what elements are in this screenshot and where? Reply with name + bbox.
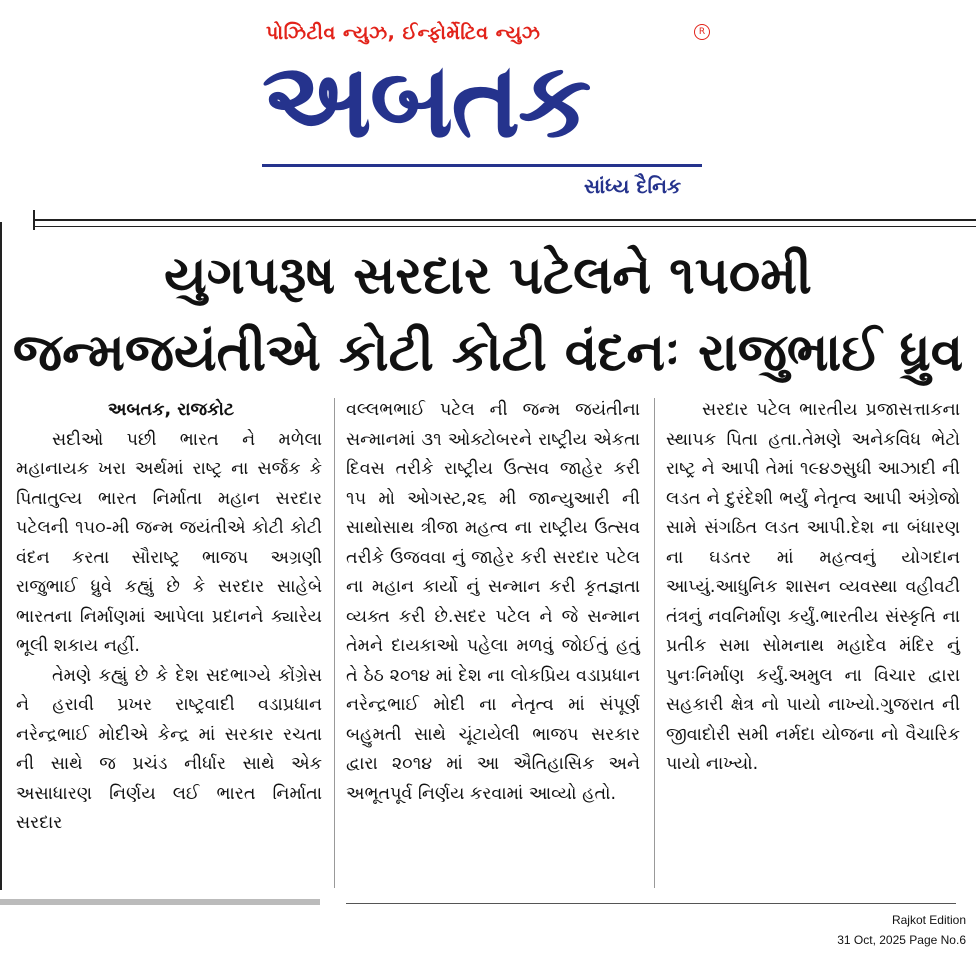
masthead-subtitle: સાંધ્ય દૈનિક: [584, 174, 682, 198]
headline-line-1: યુગપરૂષ સરદાર પટેલને ૧૫૦મી: [164, 246, 812, 306]
date-page-label: 31 Oct, 2025 Page No.6: [837, 933, 966, 947]
logo-underline: [262, 164, 702, 167]
article-column-1: [16, 396, 322, 839]
bottom-rule-left: [0, 899, 320, 905]
column-divider: [654, 398, 655, 888]
paragraph: તેમણે કહ્યું છે કે દેશ સદભાગ્યે કોંગ્રેસ ને હરાવી પ્રખર રાષ્ટ્રવાદી વડાપ્રધાન નરેન્દ્રભાઈ મોદીએ કેન્દ્ર માં સરકાર રચતા ની સાથે જ પ્રચંડ નીર્ધાર સાથે એક અસાધારણ નિર્ણય લઈ ભારત નિર્માતા સરદાર: [16, 665, 322, 833]
registered-trademark-icon: R: [694, 24, 710, 40]
paragraph: સદીઓ પછી ભારત ને મળેલા મહાનાયક ખરા અર્થમાં રાષ્ટ્ર ના સર્જક કે પિતાતુલ્ય ભારત નિર્માતા મહાન સરદાર પટેલની ૧૫૦-મી જન્મ જયંતીએ કોટી કોટી વંદન કરતા સૌરાષ્ટ્ર ભાજપ અગ્રણી રાજુભાઈ ધ્રુવે કહ્યું છે કે સરદાર સાહેબે ભારતના નિર્માણમાં આપેલા પ્રદાનને ક્યારેય ભૂલી શકાય નહીં.: [16, 429, 322, 656]
article-headline: [0, 238, 976, 392]
header-rule-thin: [33, 226, 976, 227]
article-column-2: [346, 396, 640, 809]
headline-line-2: જન્મજયંતીએ કોટી કોટી વંદનઃ રાજુભાઈ ધ્રુવ: [12, 323, 964, 383]
edition-label: Rajkot Edition: [891, 913, 966, 927]
paragraph: વલ્લભભાઈ પટેલ ની જન્મ જયંતીના સન્માનમાં ૩૧ ઓક્ટોબરને રાષ્ટ્રીય એકતા દિવસ તરીકે રાષ્ટ્રીય ઉત્સવ જાહેર કરી ૧૫ મો ઓગસ્ટ,૨૬ મી જાન્યુઆરી ની સાથોસાથ ત્રીજા મહત્વ ના રાષ્ટ્રીય ઉત્સવ તરીકે ઉજવવા નું જાહેર કરી સરદાર પટેલ ના મહાન કાર્યો નું સન્માન કરી કૃતજ્ઞતા વ્યક્ત કરી છે.સદર પટેલ ને જે સન્માન તેમને દાયકાઓ પહેલા મળવું જોઈતું હતું તે ઠેઠ ૨૦૧૪ માં દેશ ના લોકપ્રિય વડાપ્રધાન નરેન્દ્રભાઈ મોદી ના નેતૃત્વ માં સંપૂર્ણ બહુમતી સાથે ચૂંટાયેલી ભાજપ સરકાર દ્વારા ૨૦૧૪ માં આ ઐતિહાસિક અને અભૂતપૂર્વ નિર્ણય કરવામાં આવ્યો હતો.: [346, 400, 640, 804]
page-footer: [837, 910, 966, 950]
column-divider: [334, 398, 335, 888]
masthead: [262, 14, 712, 204]
masthead-tagline: પોઝિટીવ ન્યુઝ, ઈન્ફોર્મેટિવ ન્યુઝ: [266, 22, 541, 44]
bottom-rule-right: [346, 903, 956, 904]
paragraph: સરદાર પટેલ ભારતીય પ્રજાસત્તાકના સ્થાપક પિતા હતા.તેમણે અનેકવિધ ભેટો રાષ્ટ્ર ને આપી તેમાં ૧૯૪૭સુધી આઝાદી ની લડત ને દુરંદેશી ભર્યું નેતૃત્વ આપી અંગ્રેજો સામે સંગઠિત લડત આપી.દેશ ના બંધારણ ના ઘડતર માં મહત્વનું યોગદાન આપ્યું.આધુનિક શાસન વ્યવસ્થા વહીવટી તંત્રનું નવનિર્માણ કર્યું.ભારતીય સંસ્કૃતિ ના પ્રતીક સમા સોમનાથ મહાદેવ મંદિર નું પુનઃનિર્માણ કર્યું.અમુલ ના વિચાર દ્વારા સહકારી ક્ષેત્ર નો પાયો નાખ્યો.ગુજરાત ની જીવાદોરી સમી નર્મદા યોજના નો વૈચારિક પાયો નાખ્યો.: [666, 400, 960, 774]
newspaper-logo: અબતક: [262, 39, 590, 161]
dateline: અબતક, રાજકોટ: [108, 400, 235, 420]
article-column-3: [666, 396, 960, 780]
header-rule: [33, 219, 976, 221]
